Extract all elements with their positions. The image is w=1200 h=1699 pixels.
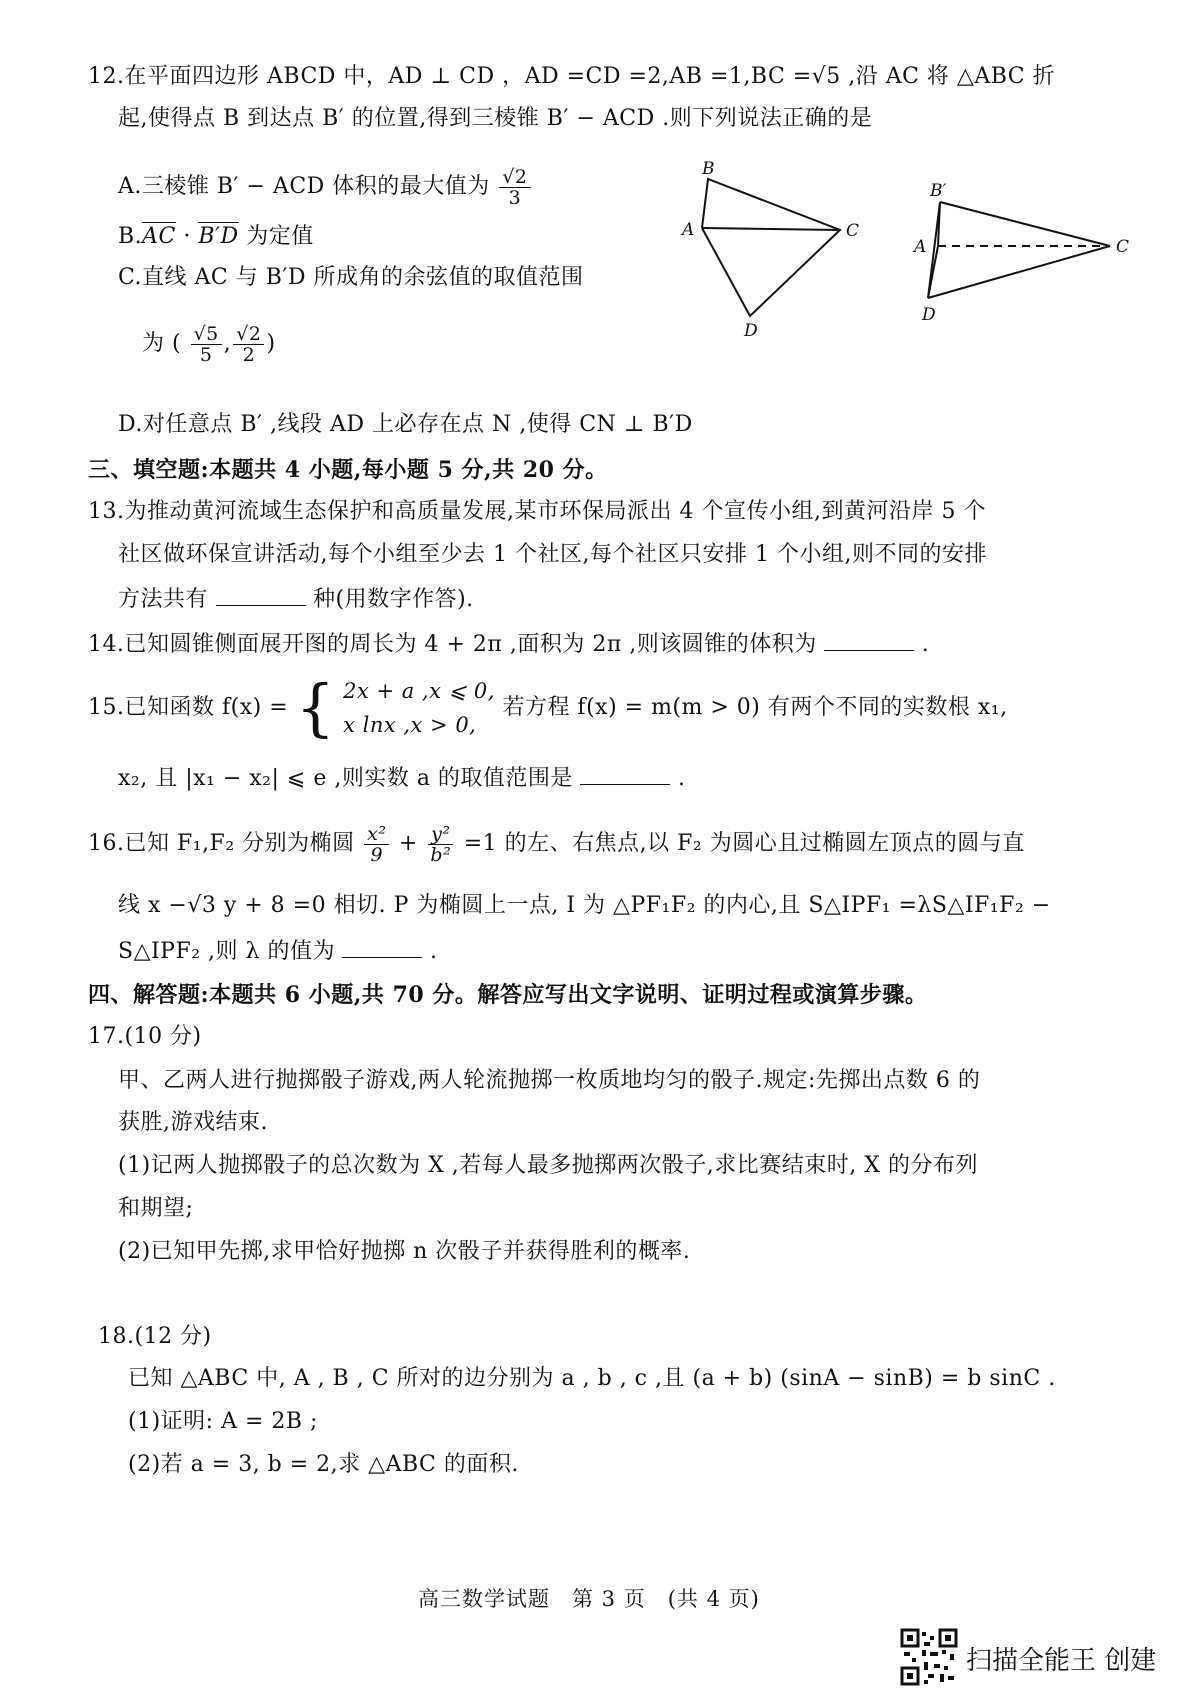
- vector-ac: AC: [142, 224, 176, 249]
- answer-blank-16[interactable]: [342, 935, 422, 958]
- answer-blank-15[interactable]: [580, 762, 670, 785]
- q15-line2: [118, 762, 685, 794]
- q17-line1: 甲、乙两人进行抛掷骰子游戏,两人轮流抛掷一枚质地均匀的骰子.规定:先掷出点数 6 的: [118, 1068, 981, 1093]
- q17-line3: (1)记两人抛掷骰子的总次数为 X ,若每人最多抛掷两次骰子,求比赛结束时, X 的分布列: [118, 1153, 978, 1178]
- q16-suffix: =1 的左、右焦点,以 F₂ 为圆心且过椭圆左顶点的圆与直: [463, 831, 1025, 856]
- q12-option-c-fraction1: [191, 324, 222, 365]
- piecewise-brace: {: [295, 671, 336, 744]
- piece-1: 2x + a ,x ⩽ 0,: [343, 679, 495, 703]
- quadrilateral-figure: [650, 160, 890, 340]
- fig2-label-a: A: [914, 237, 927, 257]
- q13-line3-prefix: 方法共有: [118, 587, 209, 612]
- q12-line2: 起,使得点 B 到达点 B′ 的位置,得到三棱锥 B′ − ACD .则下列说法正确的是: [118, 106, 873, 131]
- q12-option-c-f1-num: √5: [191, 324, 222, 345]
- q16-f1-den: 9: [370, 843, 384, 866]
- q12-option-a-fraction: [499, 167, 530, 208]
- q12-option-c-f2-den: 2: [242, 343, 256, 366]
- fig2-label-c: C: [1116, 237, 1130, 257]
- answer-blank-13[interactable]: [216, 583, 306, 606]
- q17-line4: 和期望;: [118, 1196, 194, 1221]
- q14-suffix: .: [921, 632, 930, 657]
- q14-text: 14.已知圆锥侧面展开图的周长为 4 + 2π ,面积为 2π ,则该圆锥的体积为: [88, 632, 817, 657]
- q17-head: 17.(10 分): [88, 1024, 202, 1049]
- piecewise-cases: [343, 674, 495, 742]
- q15-prefix: 15.已知函数 f(x) =: [88, 695, 289, 720]
- q18-line3: (2)若 a = 3, b = 2,求 △ABC 的面积.: [128, 1452, 519, 1477]
- q12-option-b-prefix: B.: [118, 224, 143, 249]
- q16-line1: [88, 816, 1025, 872]
- q18-line2: (1)证明: A = 2B ;: [128, 1409, 318, 1434]
- q13-line3: [118, 583, 474, 615]
- scanner-watermark: 扫描全能王 创建: [966, 1646, 1157, 1676]
- q14-line: [88, 628, 929, 660]
- fig1-label-c: C: [846, 221, 860, 241]
- q16-line2: 线 x −√3 y + 8 =0 相切. P 为椭圆上一点, I 为 △PF₁F₂ 的内心,且 S△IPF₁ =λS△IF₁F₂ −: [118, 893, 1051, 918]
- section3-heading: 三、填空题:本题共 4 小题,每小题 5 分,共 20 分。: [88, 457, 608, 483]
- vector-bd: B′D: [198, 224, 239, 249]
- q16-line3-text: S△IPF₂ ,则 λ 的值为: [118, 939, 335, 964]
- pyramid-figure: [900, 180, 1150, 330]
- q15-line2-suffix: .: [677, 766, 686, 791]
- q13-line2: 社区做环保宣讲活动,每个小组至少去 1 个社区,每个社区只安排 1 个小组,则不同的安排: [118, 542, 987, 567]
- q15-suffix: 若方程 f(x) = m(m > 0) 有两个不同的实数根 x₁,: [502, 695, 1008, 720]
- q12-option-b: [118, 222, 314, 252]
- qr-code-icon: [900, 1628, 958, 1686]
- q17-line2: 获胜,游戏结束.: [118, 1110, 268, 1135]
- fig2-label-b-prime: B′: [930, 181, 947, 201]
- q15-line2-text: x₂, 且 |x₁ − x₂| ⩽ e ,则实数 a 的取值范围是: [118, 766, 573, 791]
- q17-line5: (2)已知甲先掷,求甲恰好抛掷 n 次骰子并获得胜利的概率.: [118, 1239, 691, 1264]
- answer-blank-14[interactable]: [824, 628, 914, 651]
- q12-option-a-num: √2: [499, 167, 530, 188]
- q12-option-c-f2-num: √2: [233, 324, 264, 345]
- fig1-label-d: D: [744, 321, 758, 340]
- q12-option-c-fraction2: [233, 324, 264, 365]
- piece-2: x lnx ,x > 0,: [343, 713, 477, 737]
- q16-f2-den: b²: [430, 843, 452, 866]
- q13-line3-suffix: 种(用数字作答).: [313, 587, 474, 612]
- q18-head: 18.(12 分): [98, 1324, 212, 1349]
- q12-option-c-comma: ,: [223, 331, 232, 356]
- q16-fraction-x: [364, 824, 389, 865]
- q18-line1: 已知 △ABC 中, A , B , C 所对的边分别为 a , b , c ,且 (a + b) (sinA − sinB) = b sinC .: [128, 1366, 1056, 1391]
- page-footer: 高三数学试题 第 3 页 (共 4 页): [418, 1587, 760, 1611]
- q16-line3: [118, 935, 437, 967]
- q12-option-a-text: A.三棱锥 B′ − ACD 体积的最大值为: [118, 174, 490, 199]
- q12-option-c-suffix: ): [266, 331, 276, 356]
- fig2-label-d: D: [922, 305, 936, 325]
- section4-heading: 四、解答题:本题共 6 小题,共 70 分。解答应写出文字说明、证明过程或演算步骤。: [88, 982, 928, 1008]
- q12-option-c-line1: C.直线 AC 与 B′D 所成角的余弦值的取值范围: [118, 265, 584, 290]
- q12-option-c-prefix: 为 (: [142, 331, 182, 356]
- fig1-label-b: B: [702, 160, 715, 179]
- q16-fraction-y: [427, 824, 454, 865]
- q16-f1-num: x²: [364, 824, 389, 845]
- q15-line1: [88, 672, 1008, 744]
- q12-option-d: D.对任意点 B′ ,线段 AD 上必存在点 N ,使得 CN ⊥ B′D: [118, 412, 693, 437]
- q16-line3-suffix: .: [429, 939, 438, 964]
- dot-operator: ·: [175, 224, 199, 249]
- q12-option-a: [118, 163, 533, 211]
- q12-option-a-den: 3: [508, 186, 522, 209]
- q12-option-b-suffix: 为定值: [238, 224, 314, 249]
- q16-f2-num: y²: [428, 824, 453, 845]
- q12-option-c-f1-den: 5: [199, 343, 213, 366]
- fig1-label-a: A: [682, 220, 695, 240]
- q13-line1: 13.为推动黄河流域生态保护和高质量发展,某市环保局派出 4 个宣传小组,到黄河沿岸 5 个: [88, 499, 986, 524]
- q12-line1: 12.在平面四边形 ABCD 中，AD ⊥ CD ，AD =CD =2,AB =1,BC =√5 ,沿 AC 将 △ABC 折: [88, 64, 1056, 89]
- q16-plus: +: [398, 831, 418, 856]
- q12-option-c-line2: [142, 320, 276, 368]
- q16-prefix: 16.已知 F₁,F₂ 分别为椭圆: [88, 831, 355, 856]
